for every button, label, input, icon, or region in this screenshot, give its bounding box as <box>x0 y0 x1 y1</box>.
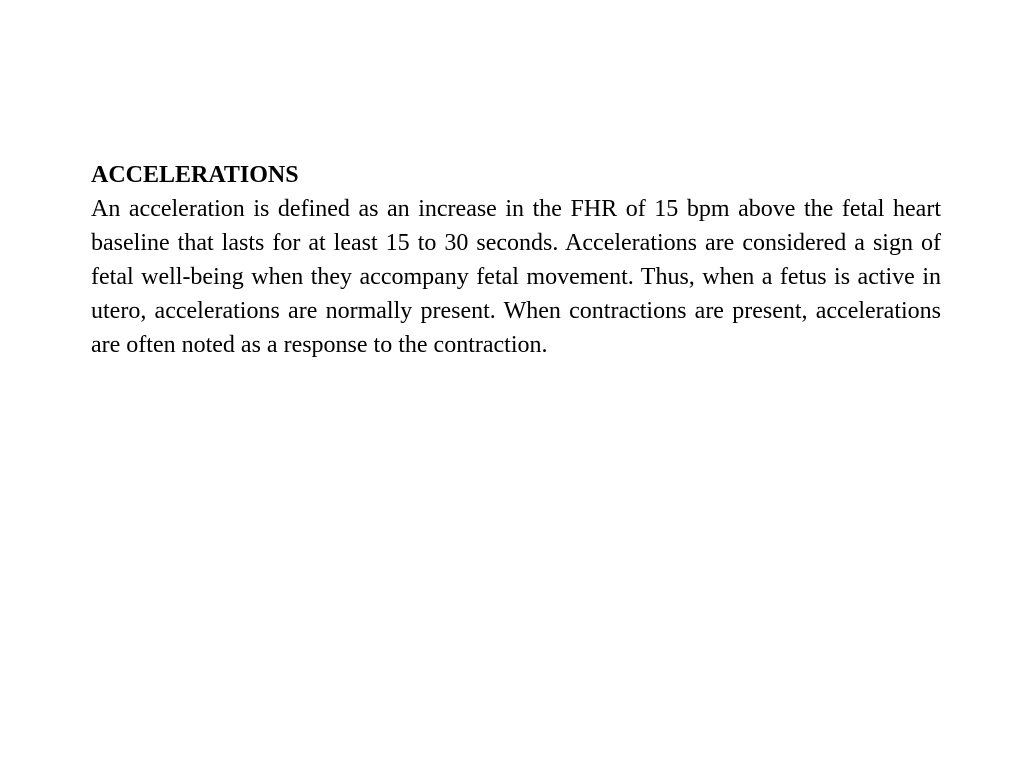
slide-heading: ACCELERATIONS <box>91 162 299 188</box>
text-block <box>91 158 941 362</box>
slide-body-text: An acceleration is defined as an increase in the FHR of 15 bpm above the fetal heart baseline that lasts for at least 15 to 30 seconds. Accelerations are considered a sign of fetal well-being when they accompany fetal movement. Thus, when a fetus is active in utero, accelerations are normally present. When contractions are present, accelerations are often noted as a response to the contraction. <box>91 196 941 358</box>
